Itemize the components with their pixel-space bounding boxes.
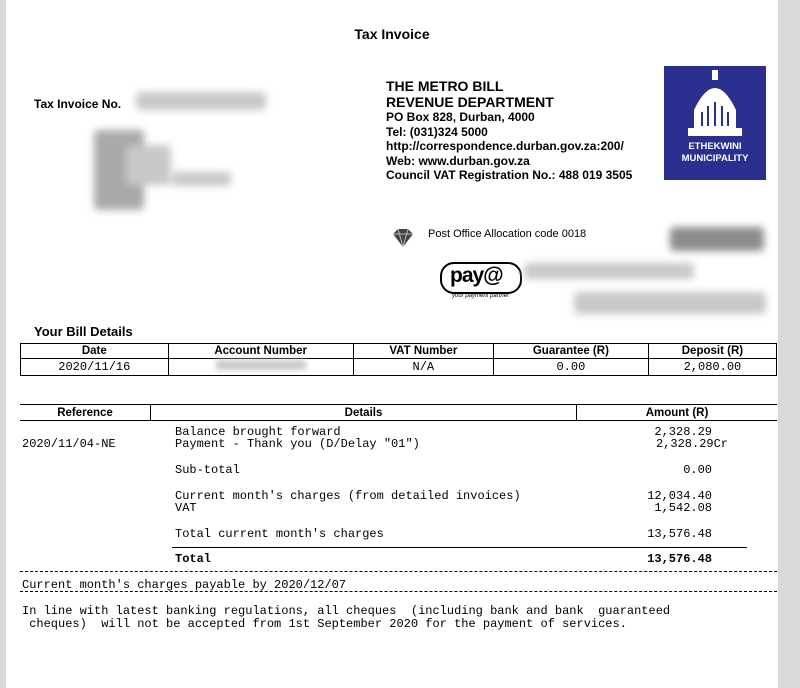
- logo-line-1: ETHEKWINI: [688, 141, 742, 152]
- dashed-divider: [20, 571, 777, 572]
- col-amount: Amount (R): [577, 405, 778, 421]
- col-guarantee: Guarantee (R): [493, 344, 648, 359]
- col-account-number: Account Number: [168, 344, 353, 359]
- payat-logo: [440, 262, 520, 302]
- sender-vat-registration: Council VAT Registration No.: 488 019 3505: [386, 168, 633, 182]
- diamond-icon: [390, 227, 416, 249]
- bill-details-table: [20, 343, 777, 376]
- dashed-divider: [20, 591, 777, 592]
- invoice-number-label: Tax Invoice No.: [34, 97, 122, 111]
- col-date: Date: [21, 344, 169, 359]
- line-detail: Sub-total: [175, 463, 240, 477]
- line-amount: 0.00: [683, 463, 712, 477]
- line-amount: 13,576.48: [647, 527, 712, 541]
- sender-address: PO Box 828, Durban, 4000: [386, 110, 535, 124]
- redacted-account-number: [216, 360, 306, 370]
- guarantee-amount: 0.00: [493, 359, 648, 376]
- redacted-address-block-2: [126, 145, 171, 185]
- col-vat-number: VAT Number: [353, 344, 493, 359]
- statement-reference: 2020/11/04-NE: [22, 437, 116, 451]
- total-divider: [172, 547, 747, 548]
- sender-block: [386, 78, 632, 183]
- logo-line-2: MUNICIPALITY: [681, 153, 749, 164]
- line-detail: Balance brought forward: [175, 425, 341, 439]
- line-detail: Total current month's charges: [175, 527, 384, 541]
- sender-name: THE METRO BILL: [386, 78, 504, 94]
- notice-line-2: cheques) will not be accepted from 1st September 2020 for the payment of services.: [22, 617, 627, 631]
- sender-correspondence-url: http://correspondence.durban.gov.za:200/: [386, 139, 624, 153]
- sender-telephone: Tel: (031)324 5000: [386, 124, 488, 139]
- payat-tagline: your payment partner: [452, 293, 510, 299]
- bill-details-row: [21, 359, 777, 376]
- payable-by: Current month's charges payable by 2020/12/07: [22, 578, 347, 592]
- line-detail: Current month's charges (from detailed invoices): [175, 489, 521, 503]
- bill-details-heading: Your Bill Details: [34, 324, 133, 339]
- total-label: Total: [175, 552, 212, 566]
- bill-details-header-row: [21, 344, 777, 359]
- post-office-allocation: Post Office Allocation code 0018: [428, 228, 587, 240]
- line-amount: 12,034.40: [647, 489, 712, 503]
- col-reference: Reference: [20, 405, 151, 421]
- redacted-address-line: [171, 172, 231, 186]
- total-amount: 13,576.48: [647, 552, 712, 566]
- redacted-invoice-number: [136, 92, 266, 110]
- line-amount: 2,328.29: [654, 425, 712, 439]
- line-amount: 2,328.29Cr: [655, 437, 728, 451]
- line-detail: Payment - Thank you (D/Delay "01"): [175, 437, 420, 451]
- deposit-amount: 2,080.00: [648, 359, 776, 376]
- col-details: Details: [151, 405, 577, 421]
- redacted-payat-ref: [524, 263, 694, 279]
- line-amount: 1,542.08: [654, 501, 712, 515]
- redacted-code: [670, 227, 764, 251]
- sender-department: REVENUE DEPARTMENT: [386, 94, 554, 110]
- line-detail: VAT: [175, 501, 197, 515]
- invoice-page: [6, 0, 778, 688]
- sender-website: Web: www.durban.gov.za: [386, 153, 530, 168]
- ethekwini-municipality-logo: [664, 66, 766, 180]
- account-number-cell: [168, 359, 353, 376]
- vat-number: N/A: [353, 359, 493, 376]
- bill-date: 2020/11/16: [21, 359, 169, 376]
- redacted-barcode: [574, 292, 766, 314]
- statement-header: [20, 404, 777, 421]
- notice-line-1: In line with latest banking regulations, all cheques (including bank and bank guaranteed: [22, 604, 671, 618]
- payat-brand: pay@: [450, 264, 503, 287]
- page-title: Tax Invoice: [354, 26, 430, 42]
- col-deposit: Deposit (R): [648, 344, 776, 359]
